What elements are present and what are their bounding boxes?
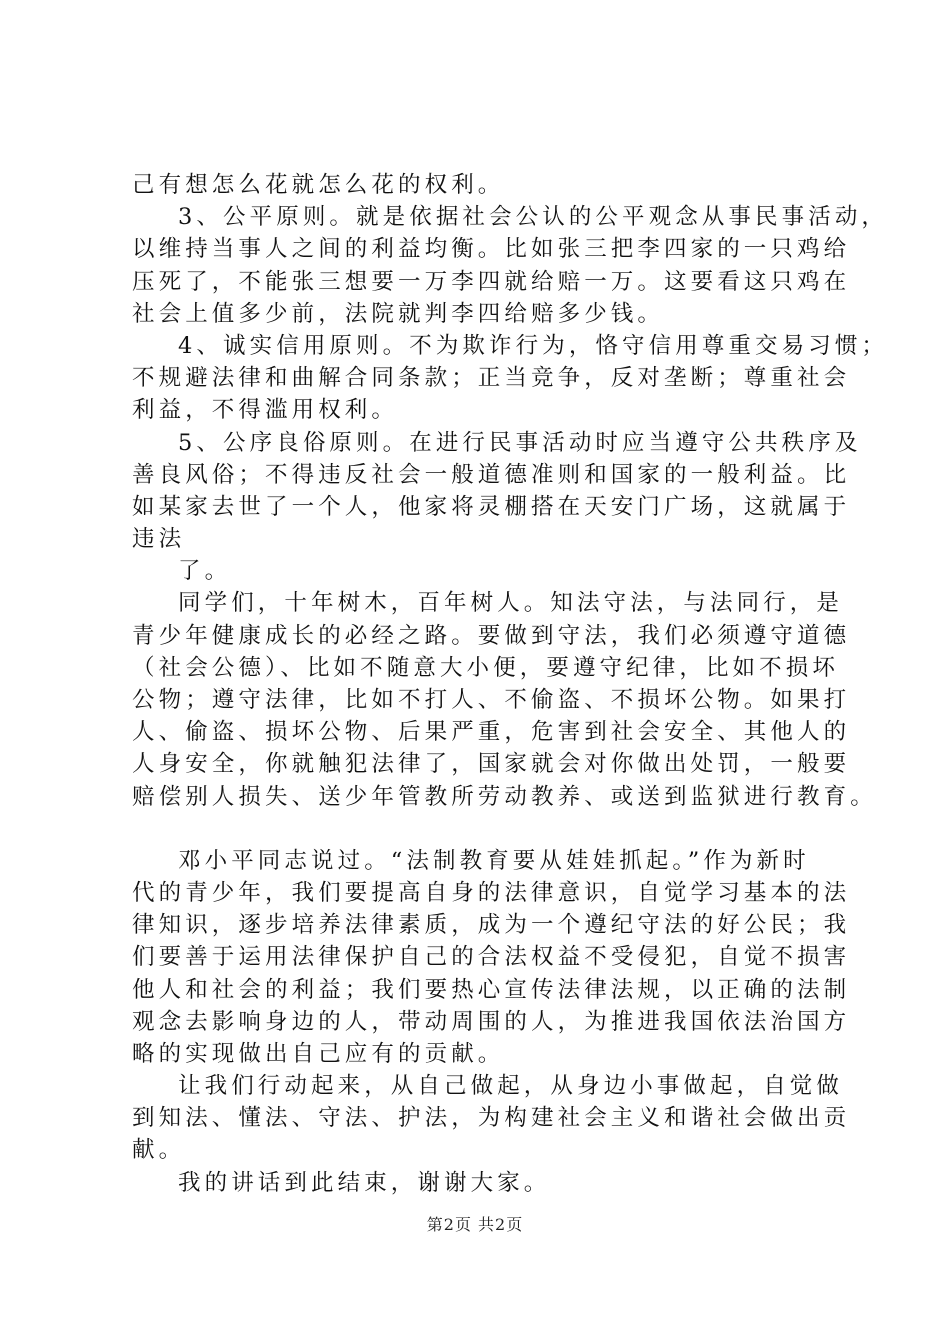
- text-line: 邓小平同志说过。“法制教育要从娃娃抓起。”作为新时: [178, 847, 810, 874]
- text-line: 青少年健康成长的必经之路。要做到守法，我们必须遵守道德: [132, 622, 851, 649]
- text-line: 善良风俗；不得违反社会一般道德准则和国家的一般利益。比: [132, 461, 851, 488]
- text-line: 他人和社会的利益；我们要热心宣传法律法规，以正确的法制: [132, 976, 851, 1003]
- text-line: 同学们，十年树木，百年树人。知法守法，与法同行，是: [178, 590, 844, 617]
- text-line: 人身安全，你就触犯法律了，国家就会对你做出处罚，一般要: [132, 751, 851, 778]
- text-line: 赔偿别人损失、送少年管教所劳动教养、或送到监狱进行教育。: [132, 783, 877, 810]
- text-line: 到知法、懂法、守法、护法，为构建社会主义和谐社会做出贡: [132, 1105, 851, 1132]
- text-line: 代的青少年，我们要提高自身的法律意识，自觉学习基本的法: [132, 879, 851, 906]
- text-line: 利益，不得滥用权利。: [132, 397, 399, 424]
- text-line: 违法: [132, 526, 186, 553]
- text-line: 4、诚实信用原则。不为欺诈行为，恪守信用尊重交易习惯；: [178, 332, 889, 359]
- text-line: 不规避法律和曲解合同条款；正当竞争，反对垄断；尊重社会: [132, 365, 851, 392]
- text-line: 以维持当事人之间的利益均衡。比如张三把李四家的一只鸡给: [132, 236, 851, 263]
- text-line: 如某家去世了一个人，他家将灵棚搭在天安门广场，这就属于: [132, 493, 851, 520]
- text-line: 观念去影响身边的人，带动周围的人，为推进我国依法治国方: [132, 1008, 851, 1035]
- text-line: 了。: [178, 558, 232, 585]
- text-line: 让我们行动起来，从自己做起，从身边小事做起，自觉做: [178, 1073, 844, 1100]
- paragraph-gap: [132, 813, 852, 845]
- text-line: 社会上值多少前，法院就判李四给赔多少钱。: [132, 300, 665, 327]
- page-footer: 第2页 共2页: [426, 1215, 524, 1234]
- text-line: （社会公德）、比如不随意大小便，要遵守纪律，比如不损坏: [132, 654, 839, 681]
- text-line: 略的实现做出自己应有的贡献。: [132, 1040, 505, 1067]
- text-line: 5、公序良俗原则。在进行民事活动时应当遵守公共秩序及: [178, 429, 862, 456]
- text-line: 3、公平原则。就是依据社会公认的公平观念从事民事活动，: [178, 204, 889, 231]
- text-line: 律知识，逐步培养法律素质，成为一个遵纪守法的好公民；我: [132, 912, 851, 939]
- document-body: [132, 169, 889, 1199]
- text-line: 献。: [132, 1137, 186, 1164]
- text-line: 们要善于运用法律保护自己的合法权益不受侵犯，自觉不损害: [132, 944, 851, 971]
- text-line: 公物；遵守法律，比如不打人、不偷盗、不损坏公物。如果打: [132, 687, 851, 713]
- text-line: 己有想怎么花就怎么花的权利。: [132, 172, 505, 198]
- text-line: 人、偷盗、损坏公物、后果严重，危害到社会安全、其他人的: [132, 719, 851, 746]
- text-line: 压死了，不能张三想要一万李四就给赔一万。这要看这只鸡在: [132, 268, 851, 295]
- text-line: 我的讲话到此结束，谢谢大家。: [178, 1169, 551, 1196]
